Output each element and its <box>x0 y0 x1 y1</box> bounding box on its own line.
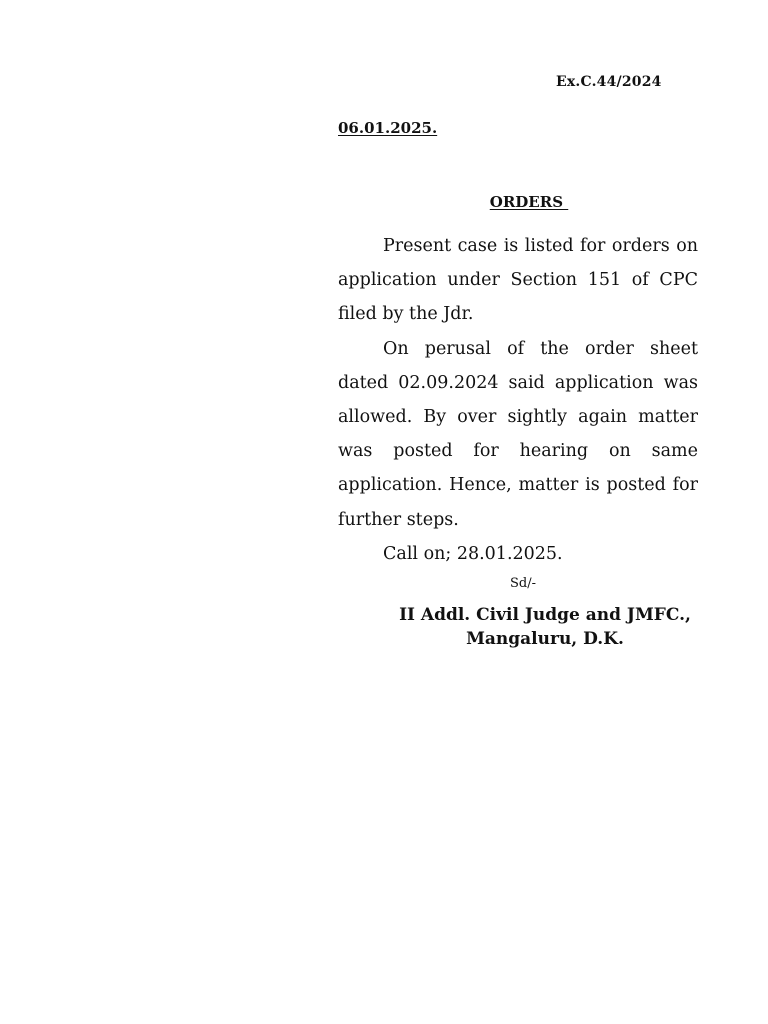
case-number: Ex.C.44/2024 <box>556 74 662 90</box>
order-paragraph: On perusal of the order sheet dated 02.09.2024 said application was allowed. By over sightly again matter was posted for hearing on same application. Hence, matter is posted for further steps. <box>338 338 698 530</box>
order-date: 06.01.2025. <box>338 119 438 137</box>
judge-signature-block <box>370 603 720 651</box>
orders-heading: ORDERS <box>489 193 569 211</box>
order-paragraph: Present case is listed for orders on application under Section 151 of CPC filed by the Jdr. <box>338 236 698 325</box>
order-body <box>338 229 698 571</box>
judge-designation: II Addl. Civil Judge and JMFC., <box>399 605 691 625</box>
call-on-line: Call on; 28.01.2025. <box>383 543 563 564</box>
signed-mark: Sd/- <box>510 576 536 591</box>
court-location: Mangaluru, D.K. <box>466 629 624 649</box>
